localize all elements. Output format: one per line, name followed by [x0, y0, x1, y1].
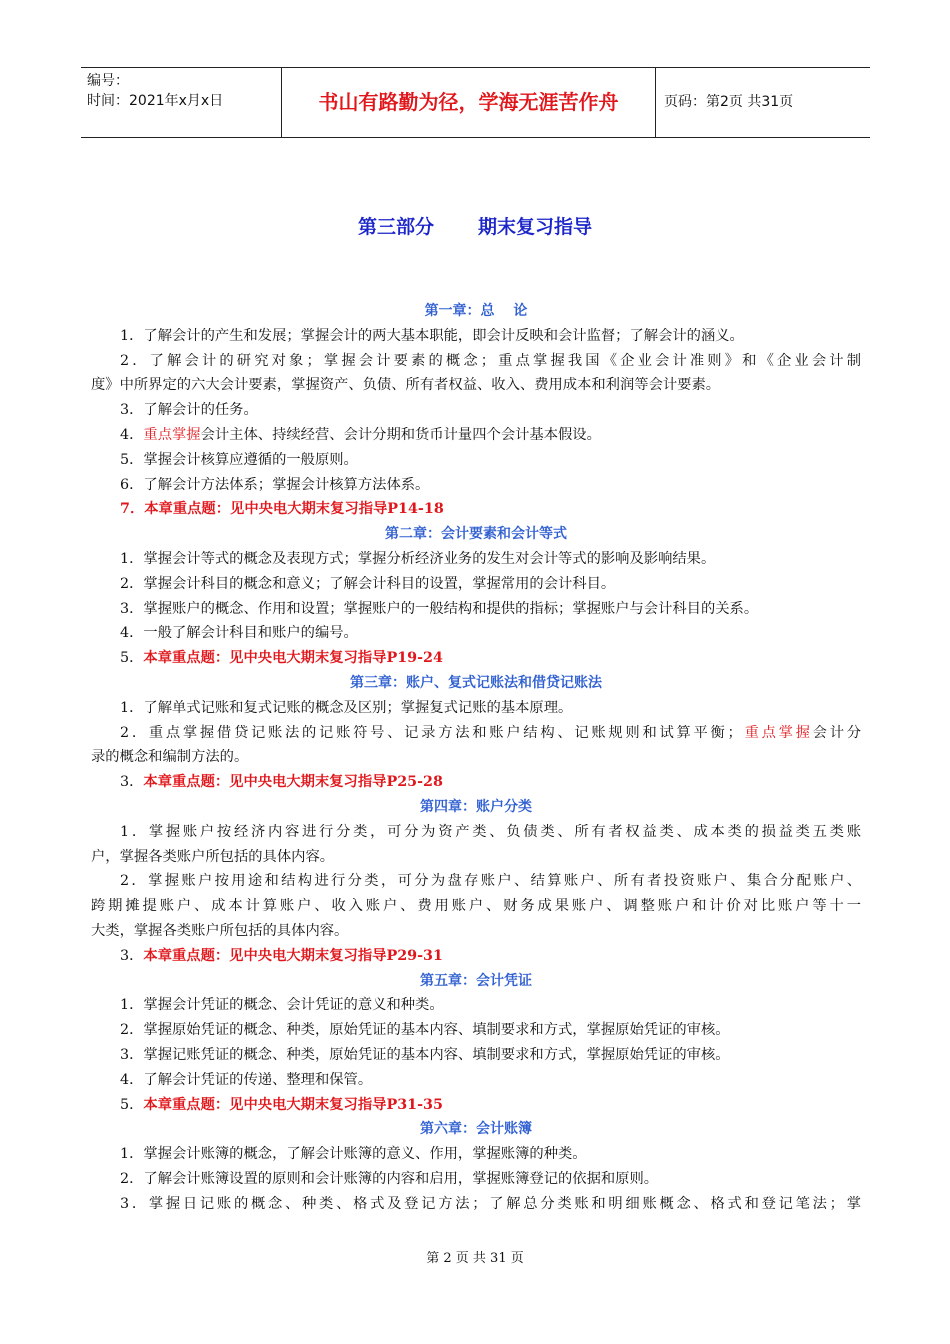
header-info-cell	[81, 68, 282, 137]
item-text: 会计主体、持续经营、会计分期和货币计量四个会计基本假设。	[200, 426, 601, 443]
list-item: 1．了解会计的产生和发展；掌握会计的两大基本职能，即会计反映和会计监督；了解会计的涵义。	[120, 327, 744, 344]
emphasis-text: 重点掌握	[143, 426, 201, 443]
list-item-continuation: 大类，掌握各类账户所包括的具体内容。	[91, 922, 349, 939]
list-item: 5．掌握会计核算应遵循的一般原则。	[120, 451, 358, 468]
item-number: 4．	[120, 426, 144, 443]
chapter-heading-6: 第六章：会计账簿	[420, 1121, 532, 1138]
list-item: 1．掌握账户按经济内容进行分类，可分为资产类、负债类、所有者权益类、成本类的损益类五类账	[120, 823, 861, 840]
list-item: 1．掌握会计凭证的概念、会计凭证的意义和种类。	[120, 997, 444, 1014]
header-page-label: 页码：第2页 共31页	[664, 94, 794, 110]
list-item: 3．掌握记账凭证的概念、种类，原始凭证的基本内容、填制要求和方式，掌握原始凭证的审核。	[120, 1046, 730, 1063]
list-item: 4．了解会计凭证的传递、整理和保管。	[120, 1071, 373, 1088]
key-questions-note	[91, 770, 861, 795]
chapter-heading-3: 第三章：账户、复式记账法和借贷记账法	[350, 674, 602, 691]
list-item: 6．了解会计方法体系；掌握会计核算方法体系。	[120, 476, 430, 493]
list-item: 1．掌握会计等式的概念及表现方式；掌握分析经济业务的发生对会计等式的影响及影响结果。	[120, 550, 716, 567]
list-item: 2．了解会计的研究对象；掌握会计要素的概念；重点掌握我国《企业会计准则》和《企业会计制	[120, 352, 861, 369]
list-item: 1．掌握会计账簿的概念，了解会计账簿的意义、作用，掌握账簿的种类。	[120, 1146, 587, 1163]
list-item-continuation: 户，掌握各类账户所包括的具体内容。	[91, 848, 335, 865]
key-questions-note	[91, 1093, 861, 1118]
key-text: 本章重点题：见中央电大期末复习指导P31-35	[143, 1096, 443, 1113]
key-questions-note	[91, 646, 861, 671]
chapter-heading-4: 第四章：账户分类	[420, 798, 532, 815]
chapter-heading-2: 第二章：会计要素和会计等式	[385, 526, 567, 543]
item-number: 5．	[120, 650, 144, 667]
key-text: 本章重点题：见中央电大期末复习指导P29-31	[143, 947, 443, 964]
key-questions-note: 7．本章重点题：见中央电大期末复习指导P14-18	[120, 501, 444, 518]
list-item: 2．掌握原始凭证的概念、种类，原始凭证的基本内容、填制要求和方式，掌握原始凭证的审核。	[120, 1022, 730, 1039]
page-header	[81, 67, 870, 138]
list-item: 3．掌握日记账的概念、种类、格式及登记方法；了解总分类账和明细账概念、格式和登记笔法；掌	[120, 1195, 861, 1212]
item-text: 2．重点掌握借贷记账法的记账符号、记录方法和账户结构、记账规则和试算平衡；	[120, 724, 742, 741]
page-footer: 第 2 页 共 31 页	[426, 1251, 524, 1266]
list-item: 3．掌握账户的概念、作用和设置；掌握账户的一般结构和提供的指标；掌握账户与会计科目的关系。	[120, 600, 759, 617]
list-item-continuation: 跨期摊提账户、成本计算账户、收入账户、费用账户、财务成果账户、调整账户和计价对比账户等十一	[91, 898, 861, 915]
list-item: 2．了解会计账簿设置的原则和会计账簿的内容和启用，掌握账簿登记的依据和原则。	[120, 1170, 659, 1187]
list-item: 3．了解会计的任务。	[120, 402, 258, 419]
list-item: 2．掌握账户按用途和结构进行分类，可分为盘存账户、结算账户、所有者投资账户、集合分配账户、	[120, 873, 861, 890]
list-item-continuation: 度》中所界定的六大会计要素，掌握资产、负债、所有者权益、收入、费用成本和利润等会计要素。	[91, 377, 721, 394]
document-body	[91, 299, 861, 1216]
list-item: 4．一般了解会计科目和账户的编号。	[120, 625, 358, 642]
chapter-heading-5: 第五章：会计凭证	[420, 972, 532, 989]
list-item-continuation: 录的概念和编制方法的。	[91, 749, 249, 766]
item-number: 3．	[120, 947, 144, 964]
list-item	[91, 721, 861, 746]
item-number: 3．	[120, 774, 144, 791]
header-number-label: 编号：	[87, 73, 129, 89]
key-text: 本章重点题：见中央电大期末复习指导P19-24	[143, 650, 443, 667]
item-text: 会计分	[812, 724, 862, 741]
item-number: 5．	[120, 1096, 144, 1113]
header-motto: 书山有路勤为径，学海无涯苦作舟	[282, 68, 656, 137]
list-item	[91, 423, 861, 448]
header-date-label: 时间：2021年x月x日	[87, 93, 224, 109]
title-part: 第三部分	[357, 216, 434, 238]
list-item: 1．了解单式记账和复式记账的概念及区别；掌握复式记账的基本原理。	[120, 699, 573, 716]
emphasis-text: 重点掌握	[741, 724, 813, 741]
list-item: 2．掌握会计科目的概念和意义；了解会计科目的设置，掌握常用的会计科目。	[120, 575, 616, 592]
key-text: 本章重点题：见中央电大期末复习指导P25-28	[143, 774, 443, 791]
page-title	[0, 212, 950, 239]
key-questions-note	[91, 944, 861, 969]
title-name: 期末复习指导	[478, 216, 593, 238]
chapter-heading-1: 第一章：总 论	[424, 303, 528, 319]
